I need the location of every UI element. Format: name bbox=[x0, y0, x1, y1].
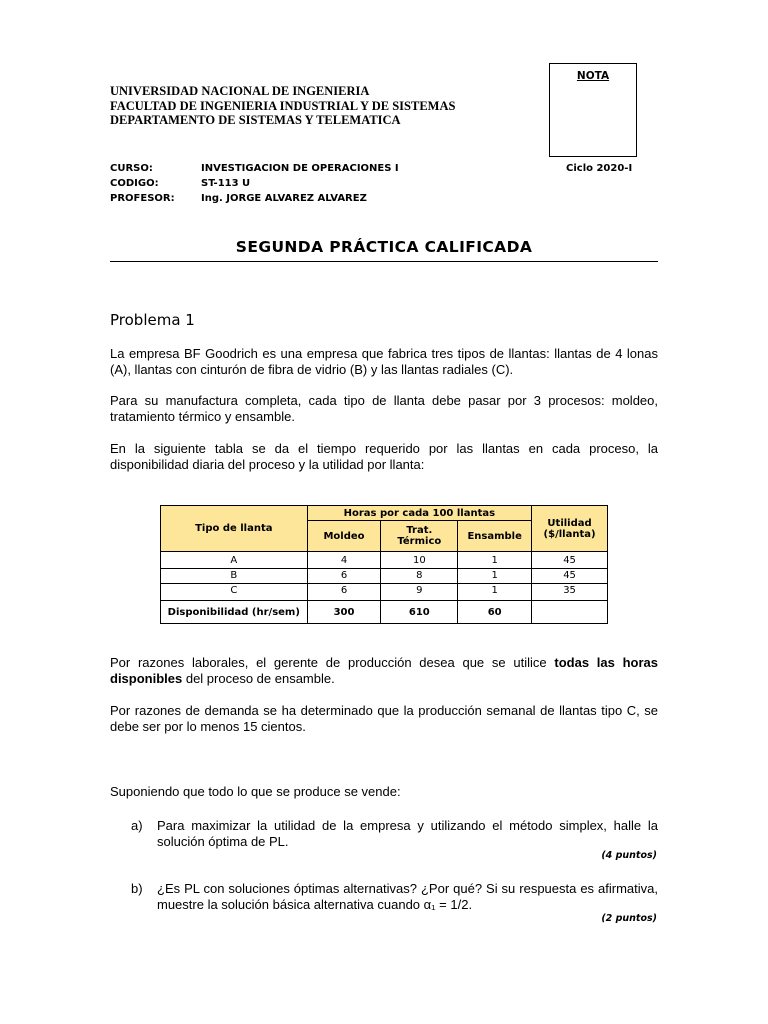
table-row bbox=[161, 552, 608, 569]
header-moldeo: Moldeo bbox=[307, 521, 381, 552]
cell-ensamble: 1 bbox=[458, 569, 532, 584]
cell-utilidad: 35 bbox=[532, 584, 608, 601]
department-name: DEPARTAMENTO DE SISTEMAS Y TELEMATICA bbox=[110, 113, 401, 127]
cell-ensamble: 1 bbox=[458, 552, 532, 569]
labor-text-bold: todas las horas disponibles bbox=[110, 655, 659, 686]
header-trat-line2: Térmico bbox=[397, 536, 442, 547]
header-utilidad-line2: ($/llanta) bbox=[543, 528, 596, 540]
cell-tipo: A bbox=[161, 552, 308, 569]
cell-trat: 8 bbox=[381, 569, 458, 584]
paragraph-processes: Para su manufactura completa, cada tipo de llanta debe pasar por 3 procesos: moldeo, tratamiento térmico y ensamble. bbox=[110, 393, 658, 424]
header-tipo: Tipo de llanta bbox=[161, 506, 308, 552]
header-utilidad-line1: Utilidad bbox=[547, 517, 592, 529]
course-values bbox=[201, 161, 399, 206]
table-row bbox=[161, 569, 608, 584]
cell-disp-ensamble: 60 bbox=[458, 601, 532, 624]
paragraph-assumption: Suponiendo que todo lo que se produce se vende: bbox=[110, 784, 401, 799]
table-header-row bbox=[161, 506, 608, 521]
cell-tipo: C bbox=[161, 584, 308, 601]
labor-text-post: del proceso de ensamble. bbox=[182, 671, 335, 686]
professor-label: PROFESOR: bbox=[110, 193, 175, 204]
problem-heading: Problema 1 bbox=[110, 311, 195, 329]
points-label: (4 puntos) bbox=[601, 850, 657, 861]
paragraph-intro: La empresa BF Goodrich es una empresa que fabrica tres tipos de llantas: llantas de 4 lonas (A), llantas con cinturón de fibra de vidrio (B) y las llantas radiales (C). bbox=[110, 346, 658, 377]
question-label: b) bbox=[131, 881, 143, 896]
header-trat-line1: Trat. bbox=[406, 525, 433, 536]
header-tratamiento bbox=[381, 521, 458, 552]
code-label: CODIGO: bbox=[110, 178, 159, 189]
header-group-hours: Horas por cada 100 llantas bbox=[307, 506, 532, 521]
cell-ensamble: 1 bbox=[458, 584, 532, 601]
course-label: CURSO: bbox=[110, 163, 153, 174]
cell-trat: 10 bbox=[381, 552, 458, 569]
cell-utilidad: 45 bbox=[532, 569, 608, 584]
paragraph-labor bbox=[110, 655, 658, 687]
cell-moldeo: 6 bbox=[307, 569, 381, 584]
question-text: Para maximizar la utilidad de la empresa y utilizando el método simplex, halle la solución óptima de PL. bbox=[157, 818, 658, 849]
question-label: a) bbox=[131, 818, 143, 833]
points-label: (2 puntos) bbox=[601, 913, 657, 924]
title-divider bbox=[110, 261, 658, 262]
cell-disp-moldeo: 300 bbox=[307, 601, 381, 624]
grade-box bbox=[549, 63, 637, 157]
cycle-label: Ciclo 2020-I bbox=[566, 163, 633, 174]
institution-header bbox=[110, 84, 455, 128]
paragraph-demand: Por razones de demanda se ha determinado que la producción semanal de llantas tipo C, se debe ser por lo menos 15 cientos. bbox=[110, 703, 658, 734]
code-value: ST-113 U bbox=[201, 178, 251, 189]
grade-label: NOTA bbox=[576, 70, 610, 82]
faculty-name: FACULTAD DE INGENIERIA INDUSTRIAL Y DE SISTEMAS bbox=[110, 98, 456, 113]
university-name: UNIVERSIDAD NACIONAL DE INGENIERIA bbox=[110, 84, 370, 98]
production-table bbox=[160, 505, 608, 624]
table-row-disponibilidad bbox=[161, 601, 608, 624]
header-ensamble: Ensamble bbox=[458, 521, 532, 552]
cell-moldeo: 4 bbox=[307, 552, 381, 569]
header-utilidad bbox=[532, 506, 608, 552]
question-a bbox=[131, 818, 658, 850]
cell-utilidad: 45 bbox=[532, 552, 608, 569]
table-row bbox=[161, 584, 608, 601]
course-value: INVESTIGACION DE OPERACIONES I bbox=[201, 163, 399, 174]
question-text: ¿Es PL con soluciones óptimas alternativas? ¿Por qué? Si su respuesta es afirmativa, muestre la solución básica alternativa cuando α₁ = 1/2. bbox=[157, 881, 658, 912]
professor-value: Ing. JORGE ALVAREZ ALVAREZ bbox=[201, 193, 367, 204]
cell-trat: 9 bbox=[381, 584, 458, 601]
paragraph-table-intro: En la siguiente tabla se da el tiempo requerido por las llantas en cada proceso, la disponibilidad diaria del proceso y la utilidad por llanta: bbox=[110, 441, 658, 472]
cell-moldeo: 6 bbox=[307, 584, 381, 601]
cell-disp-utilidad bbox=[532, 601, 608, 624]
cell-disp-trat: 610 bbox=[381, 601, 458, 624]
cell-disp-label: Disponibilidad (hr/sem) bbox=[161, 601, 308, 624]
question-b bbox=[131, 881, 658, 913]
cell-tipo: B bbox=[161, 569, 308, 584]
labor-text-pre: Por razones laborales, el gerente de producción desea que se utilice bbox=[110, 655, 555, 670]
page-title: SEGUNDA PRÁCTICA CALIFICADA bbox=[235, 238, 533, 256]
course-labels bbox=[110, 161, 175, 206]
